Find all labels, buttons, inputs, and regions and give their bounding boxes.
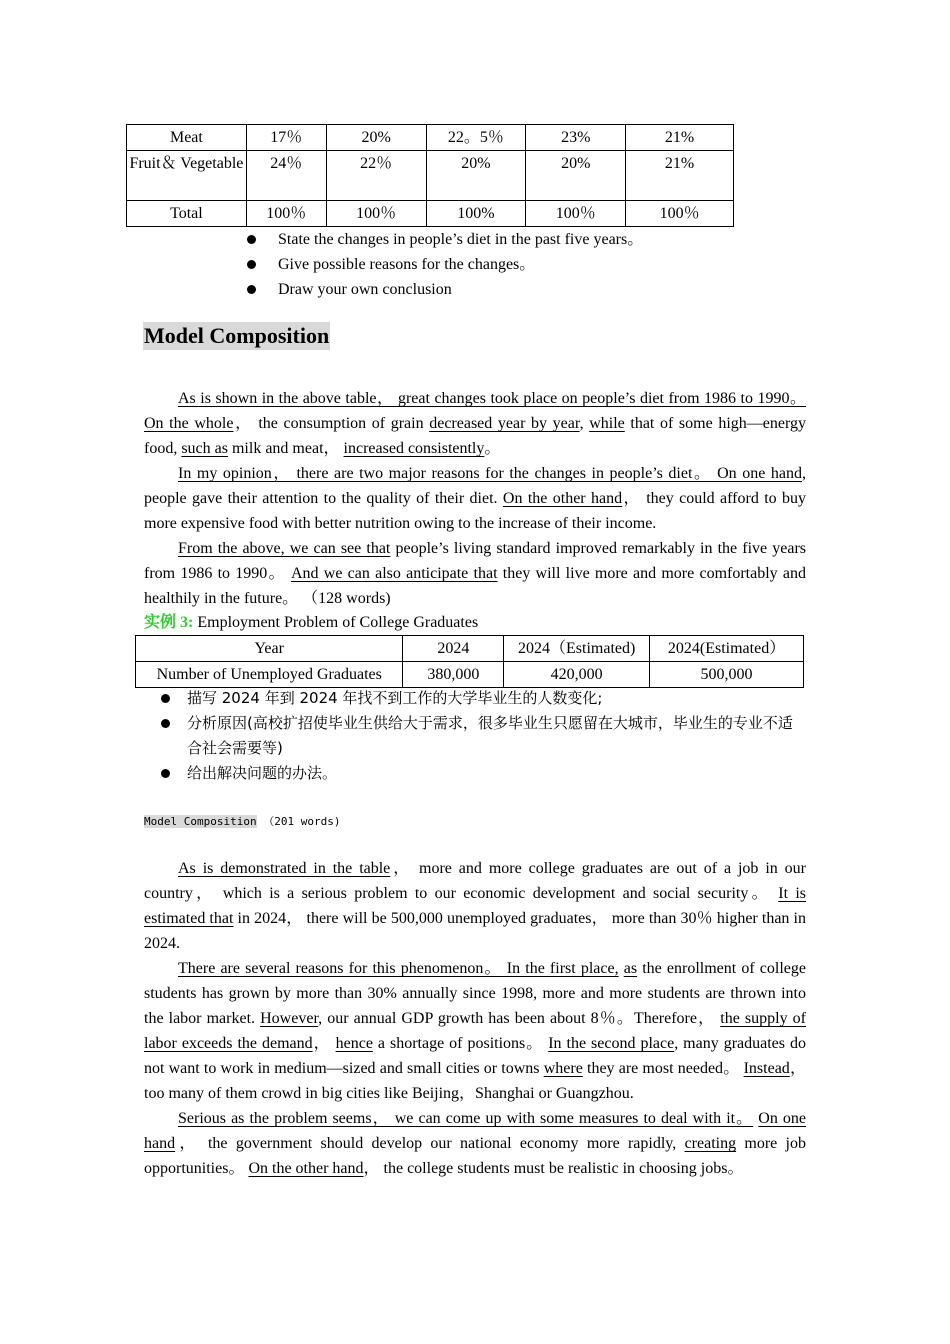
table-cell: 17％ — [246, 125, 326, 151]
underlined-phrase: On one hand — [144, 1110, 807, 1152]
task-list-1 — [244, 227, 744, 302]
table-header-cell: Year — [136, 636, 403, 662]
underlined-phrase: On the other hand — [502, 490, 623, 507]
table-cell: 21% — [626, 151, 734, 201]
table-cell: 20% — [426, 151, 526, 201]
essay-paragraph — [144, 856, 806, 956]
text-run: people’s living standard improved remarkably in the five years from 1986 to 1990。 — [144, 540, 806, 582]
table-cell: 500,000 — [650, 662, 804, 688]
list-item — [244, 252, 744, 277]
underlined-phrase: decreased year by year — [429, 415, 580, 432]
table-row — [136, 636, 804, 662]
essay-paragraph — [144, 386, 806, 461]
text-run: , our annual GDP growth has been about 8％。Therefore， — [318, 1010, 721, 1027]
underlined-phrase: Instead — [743, 1060, 790, 1077]
underlined-phrase: On the other hand — [248, 1160, 364, 1177]
underlined-phrase: As is shown in the above table， great changes took place on people’s diet from 1986 to 1990。 On the whole — [144, 390, 806, 432]
underlined-phrase: as — [623, 960, 638, 977]
text-run: ， — [312, 1035, 336, 1052]
text-run: 。 — [484, 440, 501, 457]
bullet-icon — [247, 260, 256, 269]
text-run: ， more and more college graduates are out of a job in our country， which is a serious problem to our economic development and social security。 — [144, 860, 807, 902]
text-run: ， they could afford to buy more expensive food with better nutrition owing to the increase of their income. — [144, 490, 807, 532]
text-run: they are most needed。 — [582, 1060, 744, 1077]
bullet-icon — [247, 235, 256, 244]
graduates-table — [135, 635, 804, 688]
bullet-icon — [161, 769, 170, 778]
text-run: they will live more and more comfortably and healthily in the future。 （128 words) — [144, 565, 806, 607]
text-run: ， too many of them crowd in big cities like Beijing，Shanghai or Guangzhou. — [144, 1060, 806, 1102]
text-run: , people gave their attention to the quality of their diet. — [144, 465, 806, 507]
underlined-phrase: increased consistently — [343, 440, 485, 457]
underlined-phrase: In my opinion， there are two major reasons for the changes in people’s diet。 On one hand — [178, 465, 802, 482]
underlined-phrase: where — [543, 1060, 583, 1077]
table-header-cell: 2024 — [403, 636, 504, 662]
table-cell: Meat — [127, 125, 247, 151]
bullet-icon — [247, 285, 256, 294]
underlined-phrase: while — [589, 415, 625, 432]
table-row — [136, 662, 804, 688]
table-cell: 21% — [626, 125, 734, 151]
table-cell: Fruit＆ Vegetable — [127, 151, 247, 201]
list-item-text: Give possible reasons for the changes。 — [278, 256, 536, 273]
text-run: ， the government should develop our national economy more rapidly, — [175, 1135, 685, 1152]
table-cell: 100% — [426, 201, 526, 227]
underlined-phrase: the supply of labor exceeds the demand — [144, 1010, 806, 1052]
text-run: more job opportunities。 — [144, 1135, 806, 1177]
list-item-text: 给出解决问题的办法。 — [187, 764, 338, 782]
table-cell: 420,000 — [504, 662, 650, 688]
table-cell: 23% — [526, 125, 626, 151]
underlined-phrase: Serious as the problem seems， we can come up with some measures to deal with it。 — [178, 1110, 754, 1127]
text-run: in 2024， there will be 500,000 unemployed graduates， more than 30％ higher than in 2024. — [144, 910, 806, 952]
table-cell: 100％ — [326, 201, 426, 227]
underlined-phrase: And we can also anticipate that — [290, 565, 498, 582]
underlined-phrase: It is estimated that — [144, 885, 806, 927]
task-list-2 — [160, 686, 806, 786]
underlined-phrase: From the above, we can see that — [178, 540, 391, 557]
section-heading-2 — [144, 815, 340, 829]
list-item — [244, 227, 744, 252]
table-cell: 100％ — [246, 201, 326, 227]
table-cell: 22。5％ — [426, 125, 526, 151]
section-heading: Model Composition — [144, 323, 330, 348]
underlined-phrase: However — [260, 1010, 319, 1027]
bullet-icon — [161, 719, 170, 728]
list-item — [160, 686, 806, 711]
essay-paragraph — [144, 956, 806, 1106]
example-label: 实例 3: — [144, 614, 194, 631]
example-heading: Employment Problem of College Graduates — [197, 614, 479, 631]
text-run: ， the college students must be realistic in choosing jobs。 — [363, 1160, 744, 1177]
bullet-icon — [161, 694, 170, 703]
text-run: a shortage of positions。 — [372, 1035, 549, 1052]
text-run: , many graduates do not want to work in medium—sized and small cities or towns — [144, 1035, 806, 1077]
list-item — [244, 277, 744, 302]
table-cell: 22％ — [326, 151, 426, 201]
text-run: the enrollment of college students has grown by more than 30% annually since 1998, more and more students are thrown into the labor market. — [144, 960, 806, 1027]
essay-paragraph — [144, 461, 806, 536]
table-header-cell: 2024(Estimated） — [650, 636, 804, 662]
section-heading-title: Model Composition — [144, 815, 257, 828]
section-heading-1-wrap — [143, 322, 330, 351]
underlined-phrase: such as — [181, 440, 228, 457]
list-item — [160, 761, 806, 786]
text-run: , — [579, 415, 590, 432]
list-item-text: Draw your own conclusion — [278, 281, 452, 298]
underlined-phrase: There are several reasons for this phenomenon。 In the first place, — [178, 960, 619, 977]
underlined-phrase: creating — [684, 1135, 737, 1152]
table-header-cell: 2024（Estimated) — [504, 636, 650, 662]
diet-table — [126, 124, 734, 227]
table-cell: Total — [127, 201, 247, 227]
underlined-phrase: As is demonstrated in the table — [178, 860, 391, 877]
underlined-phrase: hence — [335, 1035, 373, 1052]
table-cell: Number of Unemployed Graduates — [136, 662, 403, 688]
table-row — [127, 201, 734, 227]
table-cell: 380,000 — [403, 662, 504, 688]
list-item-text: 描写 2024 年到 2024 年找不到工作的大学毕业生的人数变化; — [187, 689, 603, 707]
underlined-phrase: In the second place — [548, 1035, 675, 1052]
text-run: ， the consumption of grain — [233, 415, 430, 432]
essay-paragraph — [144, 536, 806, 611]
list-item — [160, 711, 806, 761]
essay-2 — [144, 856, 806, 1181]
table-row — [127, 125, 734, 151]
table-cell: 100％ — [626, 201, 734, 227]
table-cell: 20% — [326, 125, 426, 151]
text-run: that of some high—energy food, — [144, 415, 807, 457]
essay-1 — [144, 386, 806, 611]
table-cell: 24％ — [246, 151, 326, 201]
list-item-text: State the changes in people’s diet in the past five years。 — [278, 231, 644, 248]
table-row — [127, 151, 734, 201]
example-title — [144, 610, 806, 635]
text-run: milk and meat， — [227, 440, 344, 457]
word-count: （201 words) — [263, 815, 341, 828]
table-cell: 100％ — [526, 201, 626, 227]
list-item-text: 分析原因(高校扩招使毕业生供给大于需求，很多毕业生只愿留在大城市，毕业生的专业不适合社会需要等) — [187, 714, 793, 757]
table-cell: 20% — [526, 151, 626, 201]
essay-paragraph — [144, 1106, 806, 1181]
